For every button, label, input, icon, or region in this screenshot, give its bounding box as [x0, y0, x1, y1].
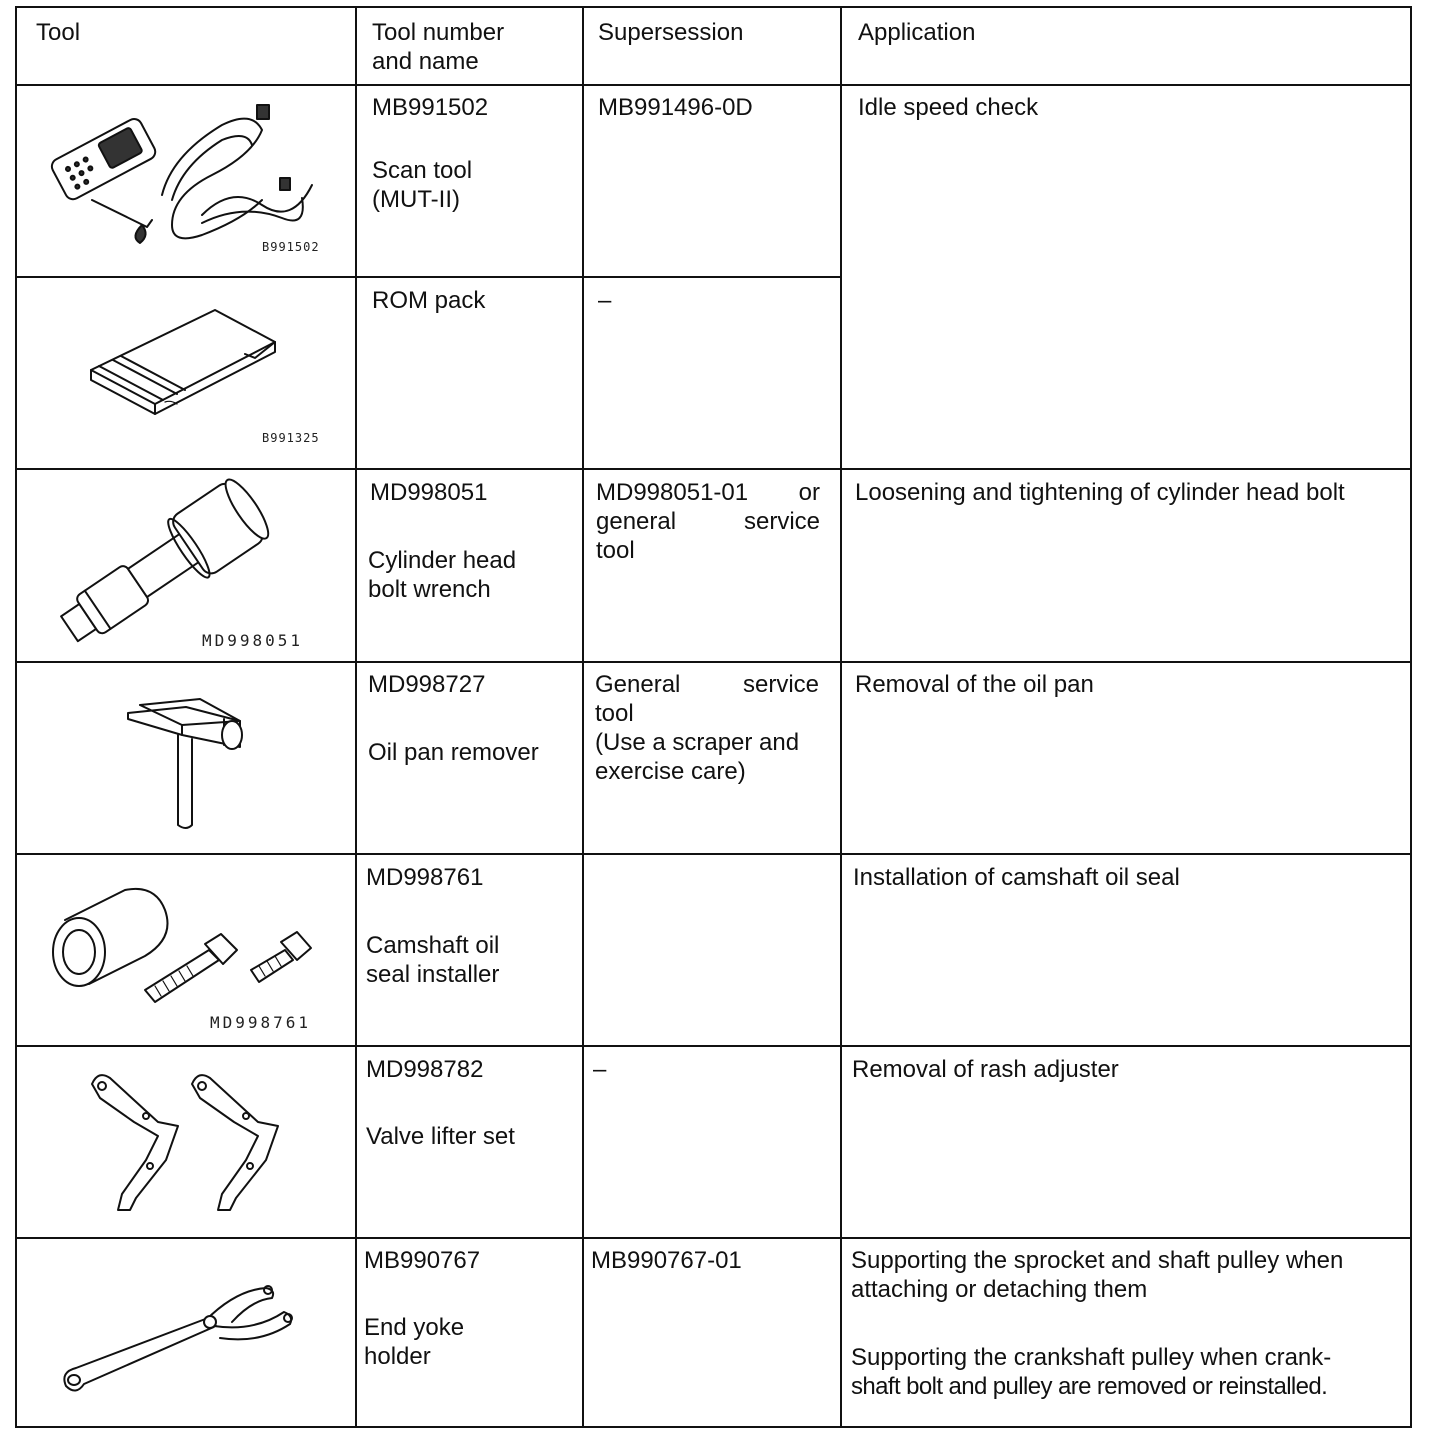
column-divider — [355, 6, 357, 1428]
tool-name: End yoke holder — [364, 1314, 465, 1370]
tool-number: MD998782 — [366, 1056, 484, 1083]
application: Idle speed check — [858, 94, 1039, 121]
tool-name: Oil pan remover — [368, 739, 539, 766]
application: Removal of the oil pan — [855, 671, 1094, 698]
tool-number: MB991502 — [372, 94, 489, 121]
application: Loosening and tightening of cylinder head bolt — [855, 479, 1345, 506]
supersession: MB991496-0D — [598, 94, 753, 121]
image-code: MD998051 — [202, 631, 304, 650]
tool-name: Scan tool (MUT-II) — [372, 157, 473, 213]
rom-pack-icon — [85, 300, 285, 420]
supersession: tool — [596, 537, 635, 564]
tool-name: Camshaft oil seal installer — [366, 932, 500, 988]
row-divider — [15, 1237, 1412, 1239]
row-divider — [15, 853, 1412, 855]
supersession: MB990767-01 — [591, 1247, 742, 1274]
application: Supporting the sprocket and shaft pulley when attaching or detaching them Supporting the crankshaft pulley when crank- shaft bolt and pulley are removed or reinstalled. — [851, 1247, 1344, 1400]
header-application: Application — [858, 19, 976, 46]
header-tool-number-name: Tool number and name — [372, 19, 505, 75]
tool-number: MB990767 — [364, 1247, 481, 1274]
wrench-icon — [44, 480, 284, 650]
end-yoke-holder-icon — [58, 1280, 308, 1405]
header-tool: Tool — [36, 19, 81, 46]
column-divider — [582, 6, 584, 1428]
image-code: MD998761 — [210, 1013, 312, 1032]
supersession: General service — [595, 671, 819, 698]
row-divider — [15, 1045, 1412, 1047]
image-code: B991502 — [262, 240, 320, 254]
tool-name: Cylinder head bolt wrench — [368, 547, 517, 603]
supersession: tool (Use a scraper and exercise care) — [595, 700, 800, 785]
tool-name: ROM pack — [372, 287, 486, 314]
scan-tool-icon — [52, 105, 312, 245]
supersession: – — [593, 1056, 607, 1083]
row-divider — [15, 276, 842, 278]
column-divider — [840, 6, 842, 1428]
header-supersession: Supersession — [598, 19, 744, 46]
tool-number: MD998761 — [366, 864, 484, 891]
row-divider — [15, 84, 1412, 86]
valve-lifter-icon — [88, 1070, 288, 1220]
tool-number: MD998727 — [368, 671, 486, 698]
tool-name: Valve lifter set — [366, 1123, 515, 1150]
oil-pan-remover-icon — [120, 685, 260, 835]
application: Removal of rash adjuster — [852, 1056, 1119, 1083]
row-divider — [15, 468, 1412, 470]
supersession: – — [598, 287, 612, 314]
seal-installer-icon — [45, 880, 325, 1010]
supersession: MD998051-01 or general service — [596, 479, 820, 535]
row-divider — [15, 661, 1412, 663]
application: Installation of camshaft oil seal — [853, 864, 1180, 891]
image-code: B991325 — [262, 431, 320, 445]
tool-number: MD998051 — [370, 479, 488, 506]
